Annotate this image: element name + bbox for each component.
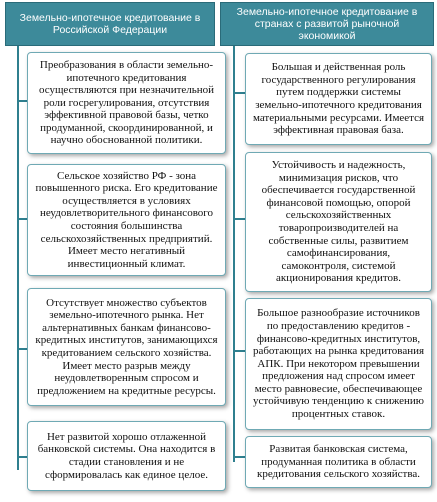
header-russia-text: Земельно-ипотечное кредитование в Российской Федерации — [19, 12, 201, 36]
right-connector-4 — [233, 456, 245, 458]
right-box-1 — [245, 53, 432, 145]
right-connector-line — [233, 46, 235, 462]
left-connector-2 — [17, 218, 27, 220]
left-box-4 — [27, 421, 226, 491]
left-box-2-text: Сельское хозяйство РФ - зона повышенного риска. Его кредитование осуществляется в условиях неудовлетворительного финансового состояния большинства сельскохозяйственных предприятий. Имеет место негативный инвестиционный климат. — [35, 169, 218, 270]
left-connector-4 — [17, 456, 27, 458]
left-connector-1 — [17, 100, 27, 102]
left-box-4-text: Нет развитой хорошо отлаженной банковской системы. Она находится в стадии становления и не сформировалась как единое целое. — [37, 430, 216, 481]
left-box-2 — [27, 164, 226, 276]
right-connector-1 — [233, 92, 245, 94]
right-box-3-text: Большое разнообразие источников по предоставлению кредитов - финансово-кредитных институтов, работающих на рынка кредитования АПК. При некотором превышении предложения над спросом имеет место равновесие, обеспечивающее устойчивую тенденцию к снижению процентных ставок. — [252, 307, 425, 421]
left-box-1 — [27, 52, 226, 154]
left-connector-line — [17, 46, 19, 470]
right-box-1-text: Большая и действенная роль государственного регулирования путем поддержки системы земельно-ипотечного кредитования материальными ресурсами. Имеется эффективная правовая база. — [252, 61, 425, 137]
right-box-2-text: Устойчивость и надежность, минимизация рисков, что обеспечивается государственной финансовой помощью, опорой сельскохозяйственных товаропроизводителей на собственные силы, развитием самофинансирования, самоконтроля, системой акционирования кредитов. — [261, 159, 416, 285]
header-developed-countries-text: Земельно-ипотечное кредитование в странах с развитой рыночной экономикой — [236, 6, 418, 42]
right-connector-3 — [233, 350, 245, 352]
left-connector-3 — [17, 348, 27, 350]
right-connector-2 — [233, 218, 245, 220]
left-box-3-text: Отсутствует множество субъектов земельно-ипотечного рынка. Нет альтернативных банкам финансово-кредитных институтов, занимающихся кредитованием сельского хозяйства. Имеет место разрыв между неудовлетворенным спросом и предложением на кредитные ресурсы. — [35, 296, 218, 397]
left-box-3 — [27, 288, 226, 406]
right-box-3 — [245, 298, 432, 430]
right-box-2 — [245, 152, 432, 292]
header-developed-countries — [220, 2, 434, 46]
header-russia — [5, 2, 215, 46]
right-box-4 — [245, 436, 432, 488]
right-box-4-text: Развитая банковская система, продуманная политика в области кредитования сельского хозяйства. — [256, 443, 421, 481]
left-box-1-text: Преобразования в области земельно-ипотечного кредитования осуществляются при незначительной роли госрегулирования, отсутствия эффективной правовой базы, четко продуманной, скоординированной, и научно обоснованной политики. — [38, 58, 215, 147]
